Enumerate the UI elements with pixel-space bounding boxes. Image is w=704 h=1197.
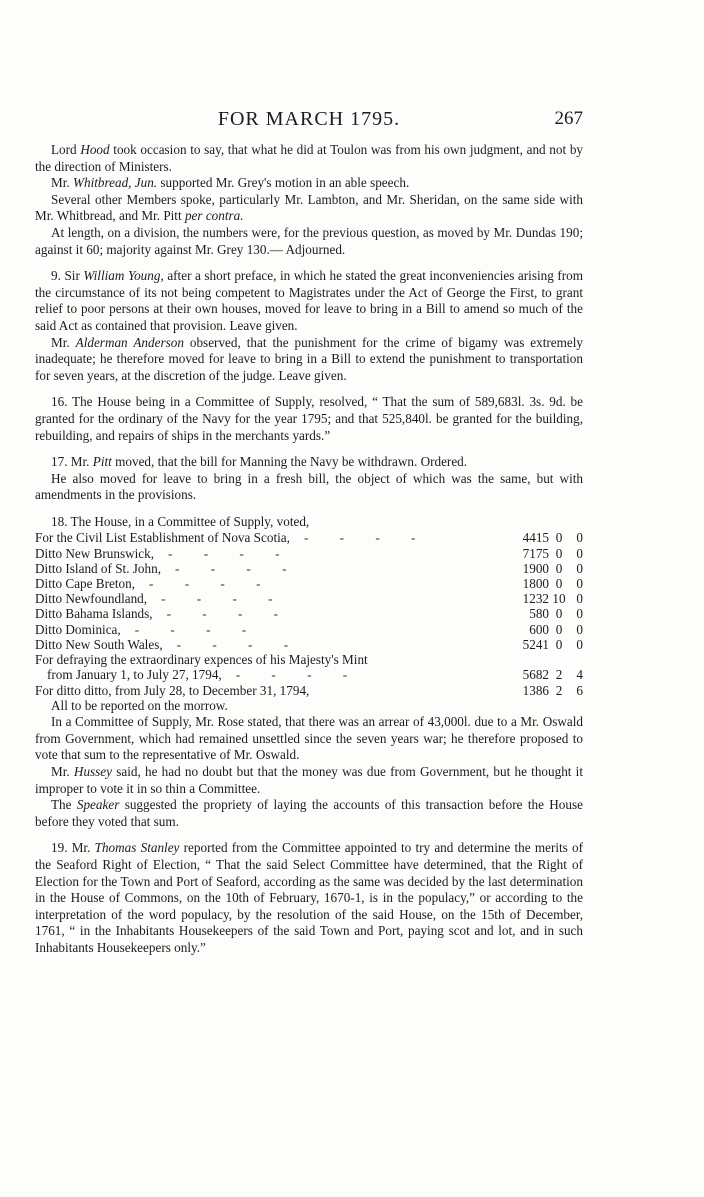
table-cell-label: Ditto New South Wales, - - - - — [35, 636, 303, 652]
table-cell-shillings: 10 — [552, 591, 566, 607]
table-cell-shillings: 0 — [555, 560, 563, 576]
paragraph: He also moved for leave to bring in a fresh bill, the object of which was the same, but with amendments in the provisions. — [35, 470, 583, 503]
table-cell-pounds: 1800 — [522, 576, 549, 592]
paragraph: 9. Sir William Young, after a short preface, in which he stated the great inconveniencies arising from the circumstance of its not being competent to Magistrates under the Act of George the First, to grant relief to poor persons at their own houses, moved for leave to bring in a Bill to amend so much of the said Act as contained that provision. Leave given. — [35, 268, 584, 333]
table-cell-pence: 0 — [576, 560, 583, 576]
table-cell-shillings: 0 — [555, 530, 563, 546]
table-row — [35, 622, 583, 637]
table-cell-label: For defraying the extraordinary expences of his Majesty's Mint — [35, 652, 368, 668]
table-cell-label: Ditto Newfoundland, - - - - — [35, 591, 287, 607]
page-header — [35, 108, 583, 142]
table-row — [35, 546, 583, 561]
paragraph: At length, on a division, the numbers were, for the previous question, as moved by Mr. Dundas 190; against it 60; majority against Mr. Grey 130.— Adjourned. — [35, 224, 583, 257]
paragraph: 19. Mr. Thomas Stanley reported from the Committee appointed to try and determine the merits of the Seaford Right of Election, “ That the said Select Committee have determined, that the Right of Election for the Town and Port of Seaford, according as the same was decided by the last determination in the House of Commons, on the 10th of February, 1670-1, is in the populacy,” or according to the interpretation of the word populacy, by the resolution of the said House, on the 15th of December, 1761, “ in the Inhabitants Housekeepers of the said Town and Port, paying scot and lot, and in such Inhabitants Housekeepers only.” — [35, 840, 584, 956]
table-cell-pounds: 7175 — [522, 545, 549, 561]
supply-table — [35, 530, 583, 697]
table-cell-label: from January 1, to July 27, 1794, - - - - — [47, 667, 362, 683]
table-cell-label: Ditto Island of St. John, - - - - — [35, 560, 301, 576]
paragraph: 18. The House, in a Committee of Supply, voted, — [51, 513, 310, 529]
table-row — [35, 637, 583, 652]
table-row — [35, 591, 583, 606]
table-row — [35, 561, 583, 576]
table-row — [35, 683, 583, 698]
table-cell-pence: 6 — [576, 682, 583, 698]
table-cell-pence: 0 — [576, 621, 583, 637]
table-cell-pence: 4 — [576, 667, 583, 683]
table-row — [35, 667, 583, 682]
paragraph: Several other Members spoke, particularly Mr. Lambton, and Mr. Sheridan, on the same side with Mr. Whitbread, and Mr. Pitt per contra. — [35, 191, 583, 224]
table-cell-label: Ditto Bahama Islands, - - - - — [35, 606, 293, 622]
table-cell-shillings: 0 — [555, 621, 563, 637]
paragraph: Mr. Whitbread, Jun. supported Mr. Grey's motion in an able speech. — [51, 175, 410, 191]
paragraph: 16. The House being in a Committee of Supply, resolved, “ That the sum of 589,683l. 3s. 9d. be granted for the ordinary of the Navy for the year 1795; and that 525,840l. be granted for the building, rebuilding, and repairs of ships in the merchants yards.” — [35, 394, 583, 443]
table-cell-shillings: 0 — [555, 545, 563, 561]
running-title: FOR MARCH 1795. — [217, 108, 401, 130]
paragraph: In a Committee of Supply, Mr. Rose stated, that there was an arrear of 43,000l. due to a Mr. Oswald from Government, which had remained unsettled since the seven years war; he therefore proposed to vote that sum to the representative of Mr. Oswald. — [35, 714, 583, 763]
table-cell-label: Ditto Dominica, - - - - — [35, 621, 261, 637]
table-cell-pence: 0 — [576, 636, 583, 652]
table-cell-shillings: 2 — [555, 667, 563, 683]
table-cell-pence: 0 — [576, 606, 583, 622]
table-cell-label: For the Civil List Establishment of Nova Scotia, - - - - — [35, 530, 430, 546]
table-cell-shillings: 2 — [555, 682, 563, 698]
table-cell-pence: 0 — [576, 530, 583, 546]
table-cell-shillings: 0 — [555, 576, 563, 592]
paragraph: 17. Mr. Pitt moved, that the bill for Manning the Navy be withdrawn. Ordered. — [51, 454, 468, 470]
table-cell-pounds: 5682 — [522, 667, 549, 683]
table-cell-pence: 0 — [576, 545, 583, 561]
table-row — [35, 576, 583, 591]
table-cell-shillings: 0 — [555, 636, 563, 652]
document-page — [35, 108, 583, 957]
table-row — [35, 530, 583, 545]
table-row — [35, 606, 583, 621]
table-cell-label: For ditto ditto, from July 28, to December 31, 1794, — [35, 682, 310, 698]
paragraph: Mr. Hussey said, he had no doubt but that the money was due from Government, but he thought it improper to vote it in so thin a Committee. — [35, 764, 583, 796]
table-cell-pounds: 600 — [529, 621, 549, 637]
page-number: 267 — [554, 108, 583, 129]
paragraph: The Speaker suggested the propriety of laying the accounts of this transaction before the House before they voted that sum. — [35, 797, 583, 829]
table-cell-pounds: 580 — [529, 606, 549, 622]
table-cell-pounds: 1232 — [522, 591, 549, 607]
table-cell-shillings: 0 — [555, 606, 563, 622]
table-row — [35, 652, 583, 667]
table-cell-pence: 0 — [576, 591, 583, 607]
table-cell-pence: 0 — [576, 576, 583, 592]
table-cell-pounds: 5241 — [522, 636, 549, 652]
paragraph: Mr. Alderman Anderson observed, that the punishment for the crime of bigamy was extremely inadequate; he therefore moved for leave to bring in a Bill to extend the punishment to transportation for seven years, at the discretion of the judge. Leave given. — [35, 334, 584, 383]
table-cell-pounds: 4415 — [522, 530, 549, 546]
table-cell-pounds: 1900 — [522, 560, 549, 576]
paragraph: All to be reported on the morrow. — [51, 697, 228, 713]
table-cell-label: Ditto Cape Breton, - - - - — [35, 576, 275, 592]
table-cell-pounds: 1386 — [522, 682, 549, 698]
table-cell-label: Ditto New Brunswick, - - - - — [35, 545, 294, 561]
paragraph: Lord Hood took occasion to say, that what he did at Toulon was from his own judgment, and not by the direction of Ministers. — [35, 142, 584, 174]
